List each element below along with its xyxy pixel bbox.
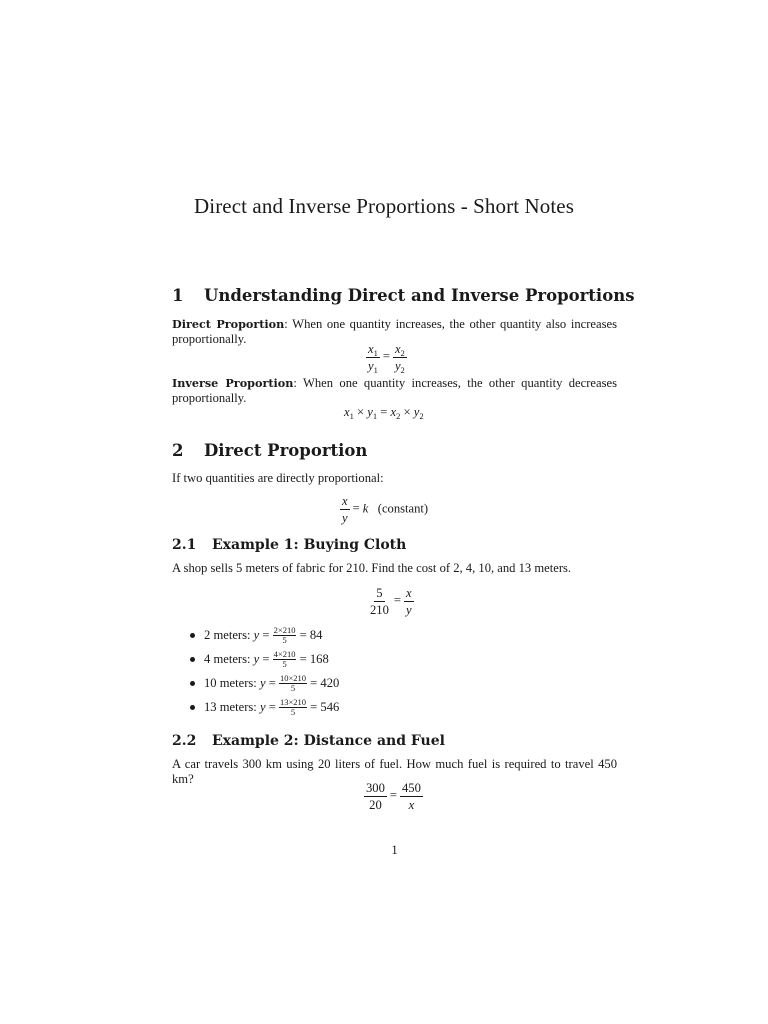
direct-proportion-intro: If two quantities are directly proportional: — [172, 471, 384, 485]
item-label: 4 meters: — [204, 651, 251, 666]
list-item: 2 meters: y = $\frac{2\times 210}{5}$ = 84 — [172, 623, 617, 647]
subsection-title: Example 1: Buying Cloth — [212, 537, 407, 553]
fraction-denominator: 5 — [290, 706, 296, 717]
example-2-problem: A car travels 300 km using 20 liters of fuel. How much fuel is required to travel 450 km? — [172, 757, 617, 786]
fraction-denominator: 5 — [290, 682, 296, 693]
item-label: 2 meters: — [204, 627, 251, 642]
term-label: Direct Proportion — [172, 317, 285, 331]
section-1-heading — [172, 286, 635, 305]
example-2-ratio-equation: $\frac{300}{20}$ = $\frac{450}{x}$ — [366, 781, 421, 812]
fraction-numerator: 2×210 — [273, 624, 296, 635]
inverse-proportion-definition — [172, 376, 617, 406]
subsection-title: Example 2: Distance and Fuel — [212, 733, 445, 749]
item-result: 84 — [309, 627, 323, 642]
list-item: 10 meters: y = $\frac{10\times 210}{5}$ = 420 — [172, 671, 617, 695]
ratio-numerator: 300 — [366, 781, 385, 795]
document-title: Direct and Inverse Proportions - Short Notes — [194, 194, 574, 218]
section-2-heading — [172, 441, 367, 460]
list-item: 4 meters: y = $\frac{4\times 210}{5}$ = 168 — [172, 647, 617, 671]
item-result: 420 — [320, 675, 340, 690]
direct-ratio-equation: $\frac{x_1}{y_1}$ = $\frac{x_2}{y_2}$ — [368, 342, 405, 375]
example-1-solutions — [172, 623, 617, 719]
section-number: 1 — [172, 286, 184, 305]
item-label: 10 meters: — [204, 675, 257, 690]
item-label: 13 meters: — [204, 699, 257, 714]
subsection-2-2-heading — [172, 733, 445, 749]
section-title: Understanding Direct and Inverse Proportions — [204, 286, 635, 305]
ratio-denominator: 20 — [369, 798, 382, 812]
example-1-problem: A shop sells 5 meters of fabric for 210. Find the cost of 2, 4, 10, and 13 meters. — [172, 561, 572, 575]
list-item: 13 meters: y = $\frac{13\times 210}{5}$ = 546 — [172, 695, 617, 719]
fraction-denominator: 5 — [282, 658, 287, 669]
section-number: 2 — [172, 441, 184, 460]
bullet-icon — [190, 705, 195, 710]
item-result: 546 — [320, 699, 340, 714]
example-1-ratio-equation: $\frac{5}{210}$ = $\frac{x}{y}$ — [370, 586, 412, 617]
ratio-denominator: 210 — [370, 603, 389, 617]
definition-text: : When one quantity increases, the other quantity also increases proportionally. — [172, 317, 617, 346]
inverse-product-equation: $x_1 \times y_1 = x_2 \times y_2$ — [344, 405, 424, 421]
ratio-numerator: 5 — [376, 586, 383, 600]
fraction-numerator: 4×210 — [273, 648, 296, 659]
definition-text: : When one quantity increases, the other quantity decreases proportionally. — [172, 376, 618, 405]
fraction-denominator: 5 — [282, 634, 287, 645]
constant-ratio-equation: $\frac{x}{y}$ = k (constant) — [342, 494, 429, 525]
bullet-icon — [190, 681, 195, 686]
fraction-numerator: 10×210 — [279, 672, 307, 683]
document-page — [172, 0, 635, 1024]
term-label: Inverse Proportion — [172, 376, 294, 390]
bullet-icon — [190, 633, 195, 638]
ratio-numerator: 450 — [402, 781, 421, 795]
page-number: 1 — [391, 843, 398, 857]
section-title: Direct Proportion — [204, 441, 368, 460]
fraction-numerator: 13×210 — [279, 696, 307, 707]
subsection-number: 2.1 — [172, 537, 197, 553]
constant-note: (constant) — [377, 501, 429, 516]
subsection-2-1-heading — [172, 537, 406, 553]
bullet-icon — [190, 657, 195, 662]
item-result: 168 — [309, 651, 329, 666]
subsection-number: 2.2 — [172, 733, 197, 749]
